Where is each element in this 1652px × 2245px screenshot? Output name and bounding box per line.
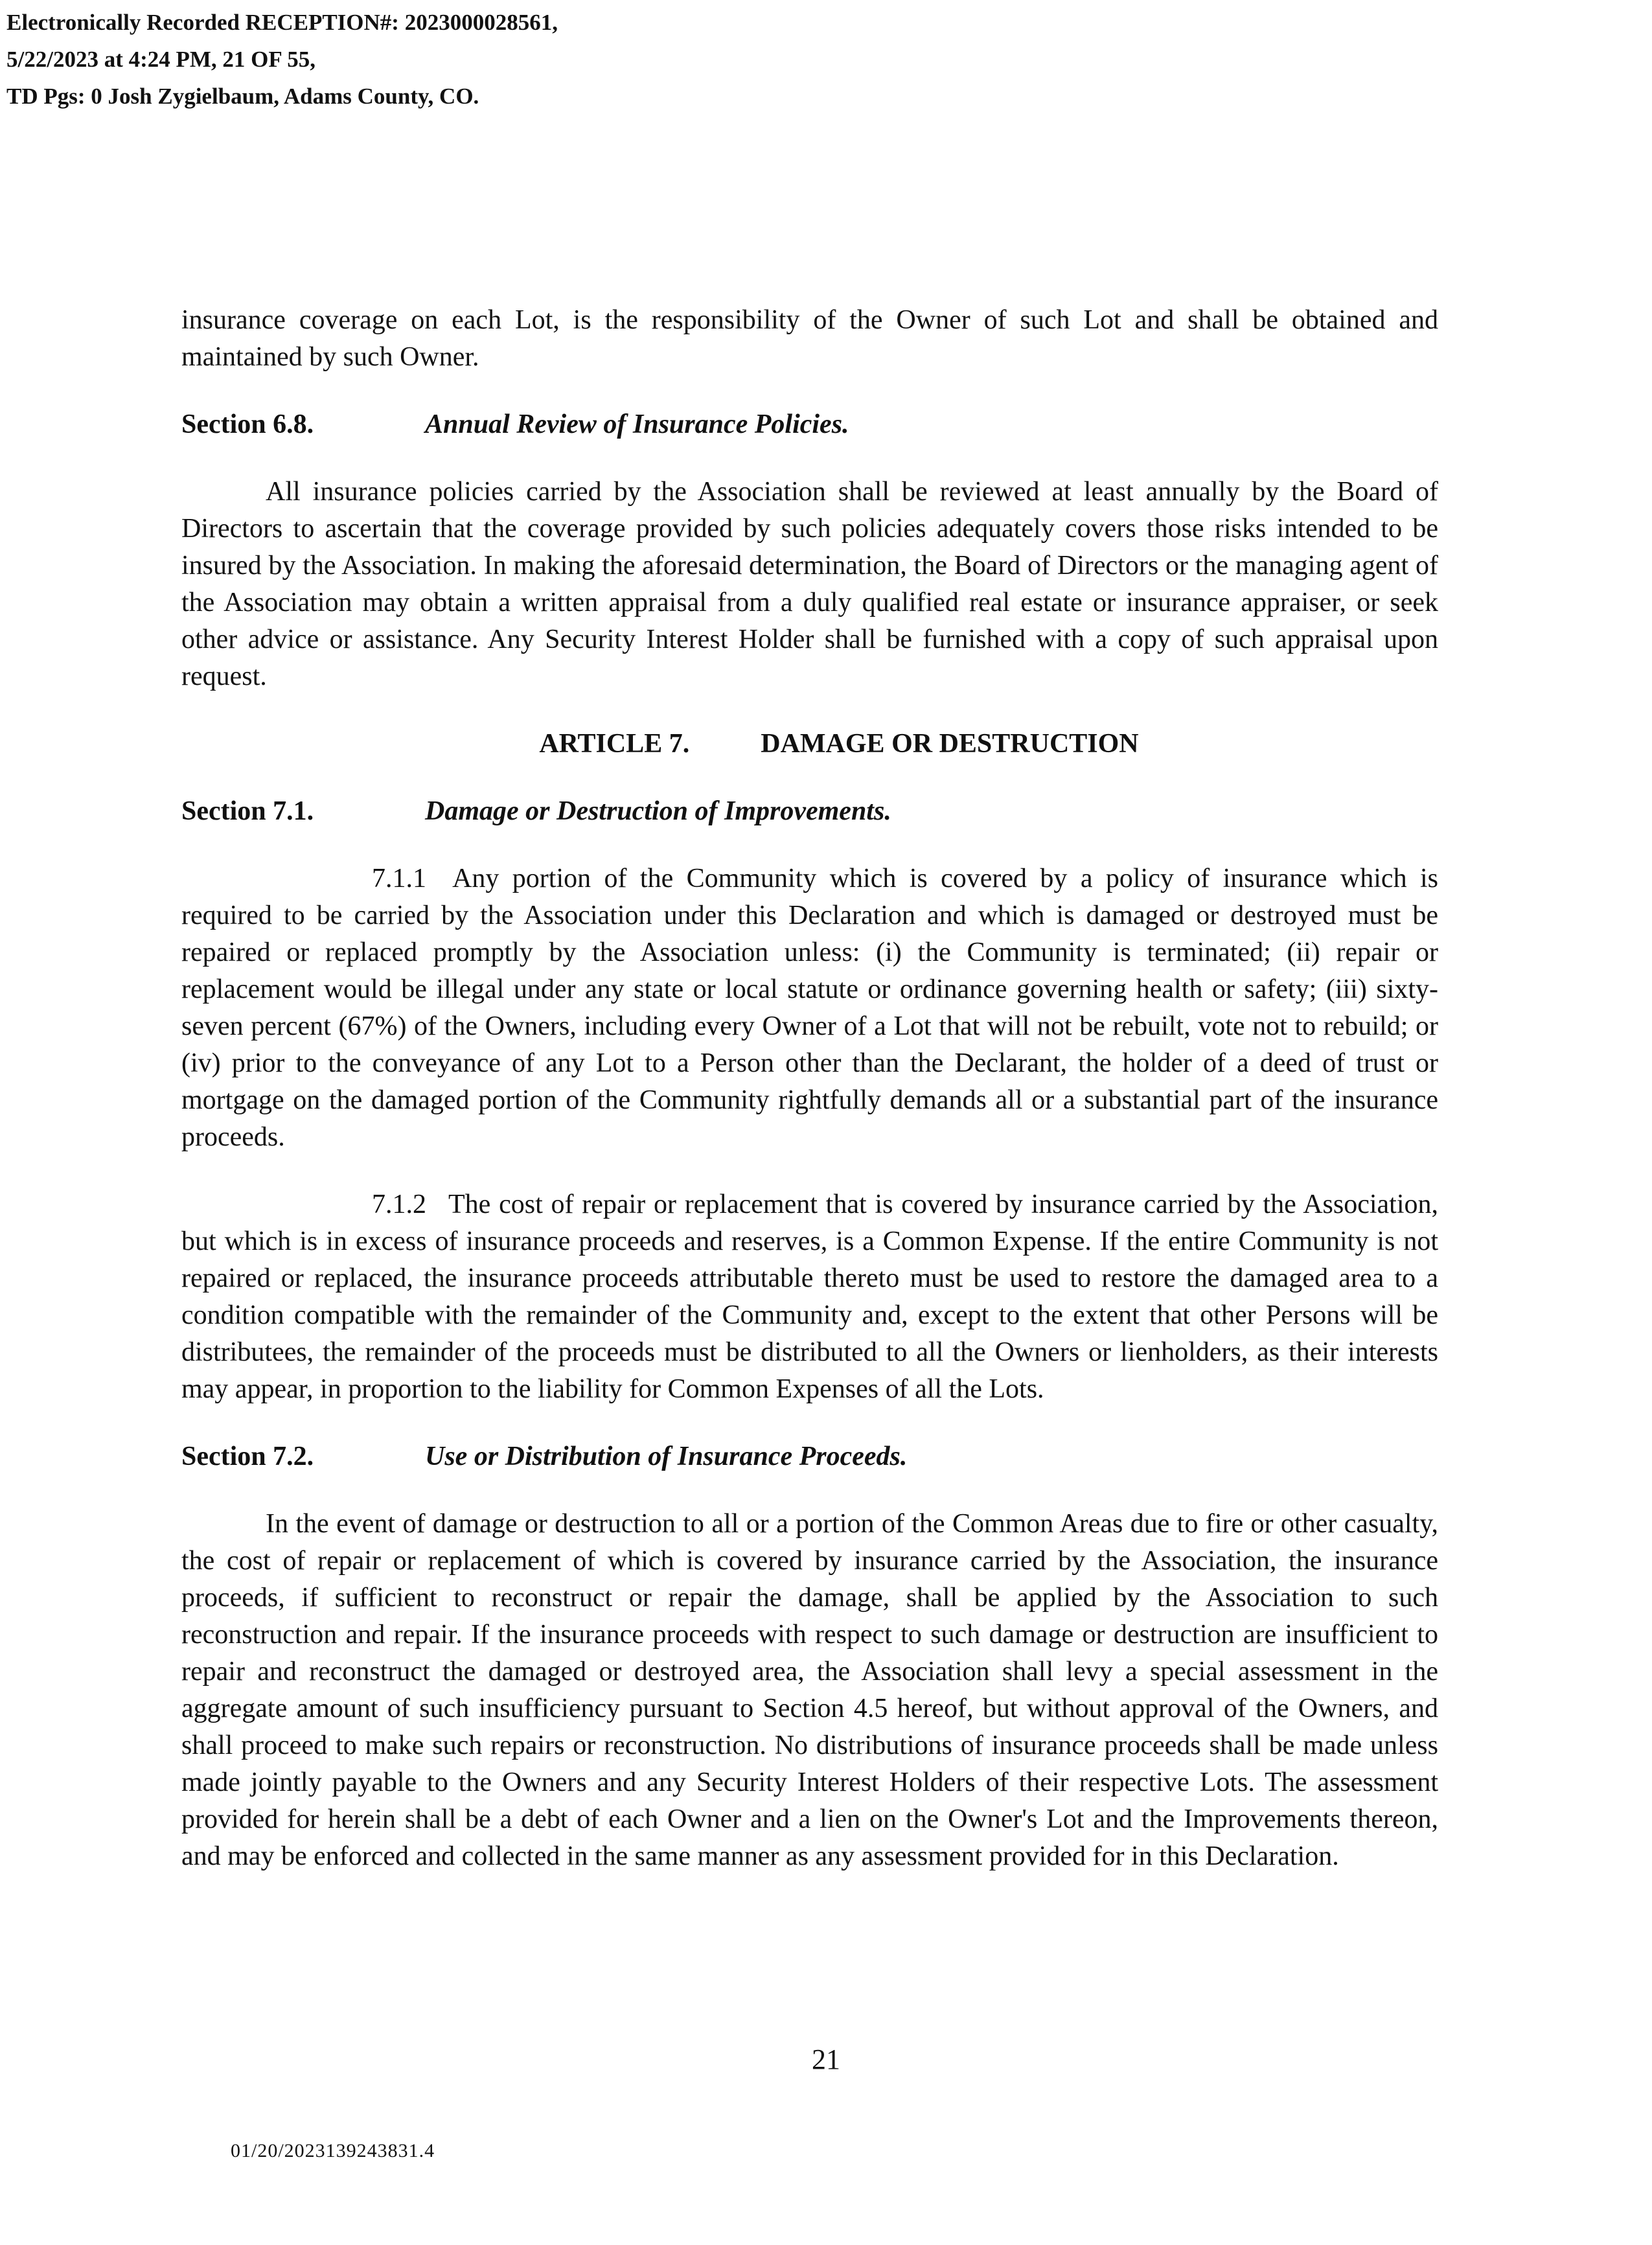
section-title: Damage or Destruction of Improvements. [425,796,891,826]
section-6-8-paragraph: All insurance policies carried by the Association shall be reviewed at least annually by the Board of Directors to ascertain that the coverage provided by such policies adequately covers those risks intended to be insured by the Association. In making the aforesaid determination, the Board of Directors or the managing agent of the Association may obtain a written appraisal from a duly qualified real estate or insurance appraiser, or seek other advice or assistance. Any Security Interest Holder shall be furnished with a copy of such appraisal upon request. [181,477,1438,691]
subsection-7-1-1 [181,860,1438,1156]
page-number: 21 [812,2044,840,2075]
section-7-1-heading [181,793,1438,830]
subsection-text: Any portion of the Community which is covered by a policy of insurance which is required to be carried by the Association under this Declaration and which is damaged or destroyed must be repaired or replaced promptly by the Association unless: (i) the Community is terminated; (ii) repair or replacement would be illegal under any state or local statute or ordinance governing health or safety; (iii) sixty-seven percent (67%) of the Owners, including every Owner of a Lot that will not be rebuilt, vote not to rebuild; or (iv) prior to the conveyance of any Lot to a Person other than the Declarant, the holder of a deed of trust or mortgage on the damaged portion of the Community rightfully demands all or a substantial part of the insurance proceeds. [181,864,1438,1152]
continuation-paragraph: insurance coverage on each Lot, is the responsibility of the Owner of such Lot and shall be obtained and maintained by such Owner. [181,305,1438,372]
section-7-2-paragraph: In the event of damage or destruction to all or a portion of the Common Areas due to fire or other casualty, the cost of repair or replacement of which is covered by insurance carried by the Association, the insurance proceeds, if sufficient to reconstruct or repair the damage, shall be applied by the Association to such reconstruction and repair. If the insurance proceeds with respect to such damage or destruction are insufficient to repair and reconstruct the damaged or destroyed area, the Association shall levy a special assessment in the aggregate amount of such insufficiency pursuant to Section 4.5 hereof, but without approval of the Owners, and shall proceed to make such repairs or reconstruction. No distributions of insurance proceeds shall be made unless made jointly payable to the Owners and any Security Interest Holders of their respective Lots. The assessment provided for herein shall be a debt of each Owner and a lien on the Owner's Lot and the Improvements thereon, and may be enforced and collected in the same manner as any assessment provided for in this Declaration. [181,1509,1438,1871]
stamp-line-reception: Electronically Recorded RECEPTION#: 2023000028561, [6,10,558,35]
subsection-number: 7.1.2 [372,1190,426,1219]
section-7-2-heading [181,1438,1438,1475]
section-number: Section 6.8. [181,409,314,439]
section-number: Section 7.2. [181,1442,314,1471]
section-title: Use or Distribution of Insurance Proceeds. [425,1442,908,1471]
stamp-line-date: 5/22/2023 at 4:24 PM, 21 OF 55, [6,47,315,72]
section-number: Section 7.1. [181,796,314,826]
section-6-8-heading [181,406,1438,443]
stamp-line-recorder: TD Pgs: 0 Josh Zygielbaum, Adams County, CO. [6,84,479,109]
section-title: Annual Review of Insurance Policies. [425,409,849,439]
document-id: 01/20/2023139243831.4 [231,2140,435,2161]
subsection-number: 7.1.1 [372,864,426,893]
document-body [181,302,1438,1875]
subsection-7-1-2 [181,1186,1438,1408]
recording-stamp [6,4,558,115]
article-title: DAMAGE OR DESTRUCTION [761,729,1139,759]
subsection-text: The cost of repair or replacement that is covered by insurance carried by the Association, but which is in excess of insurance proceeds and reserves, is a Common Expense. If the entire Community is not repaired or replaced, the insurance proceeds attributable thereto must be used to restore the damaged area to a condition compatible with the remainder of the Community and, except to the extent that other Persons will be distributees, the remainder of the proceeds must be distributed to all the Owners or lienholders, as their interests may appear, in proportion to the liability for Common Expenses of all the Lots. [181,1190,1438,1404]
article-7-heading [181,726,1438,763]
article-number: ARTICLE 7. [539,729,690,759]
